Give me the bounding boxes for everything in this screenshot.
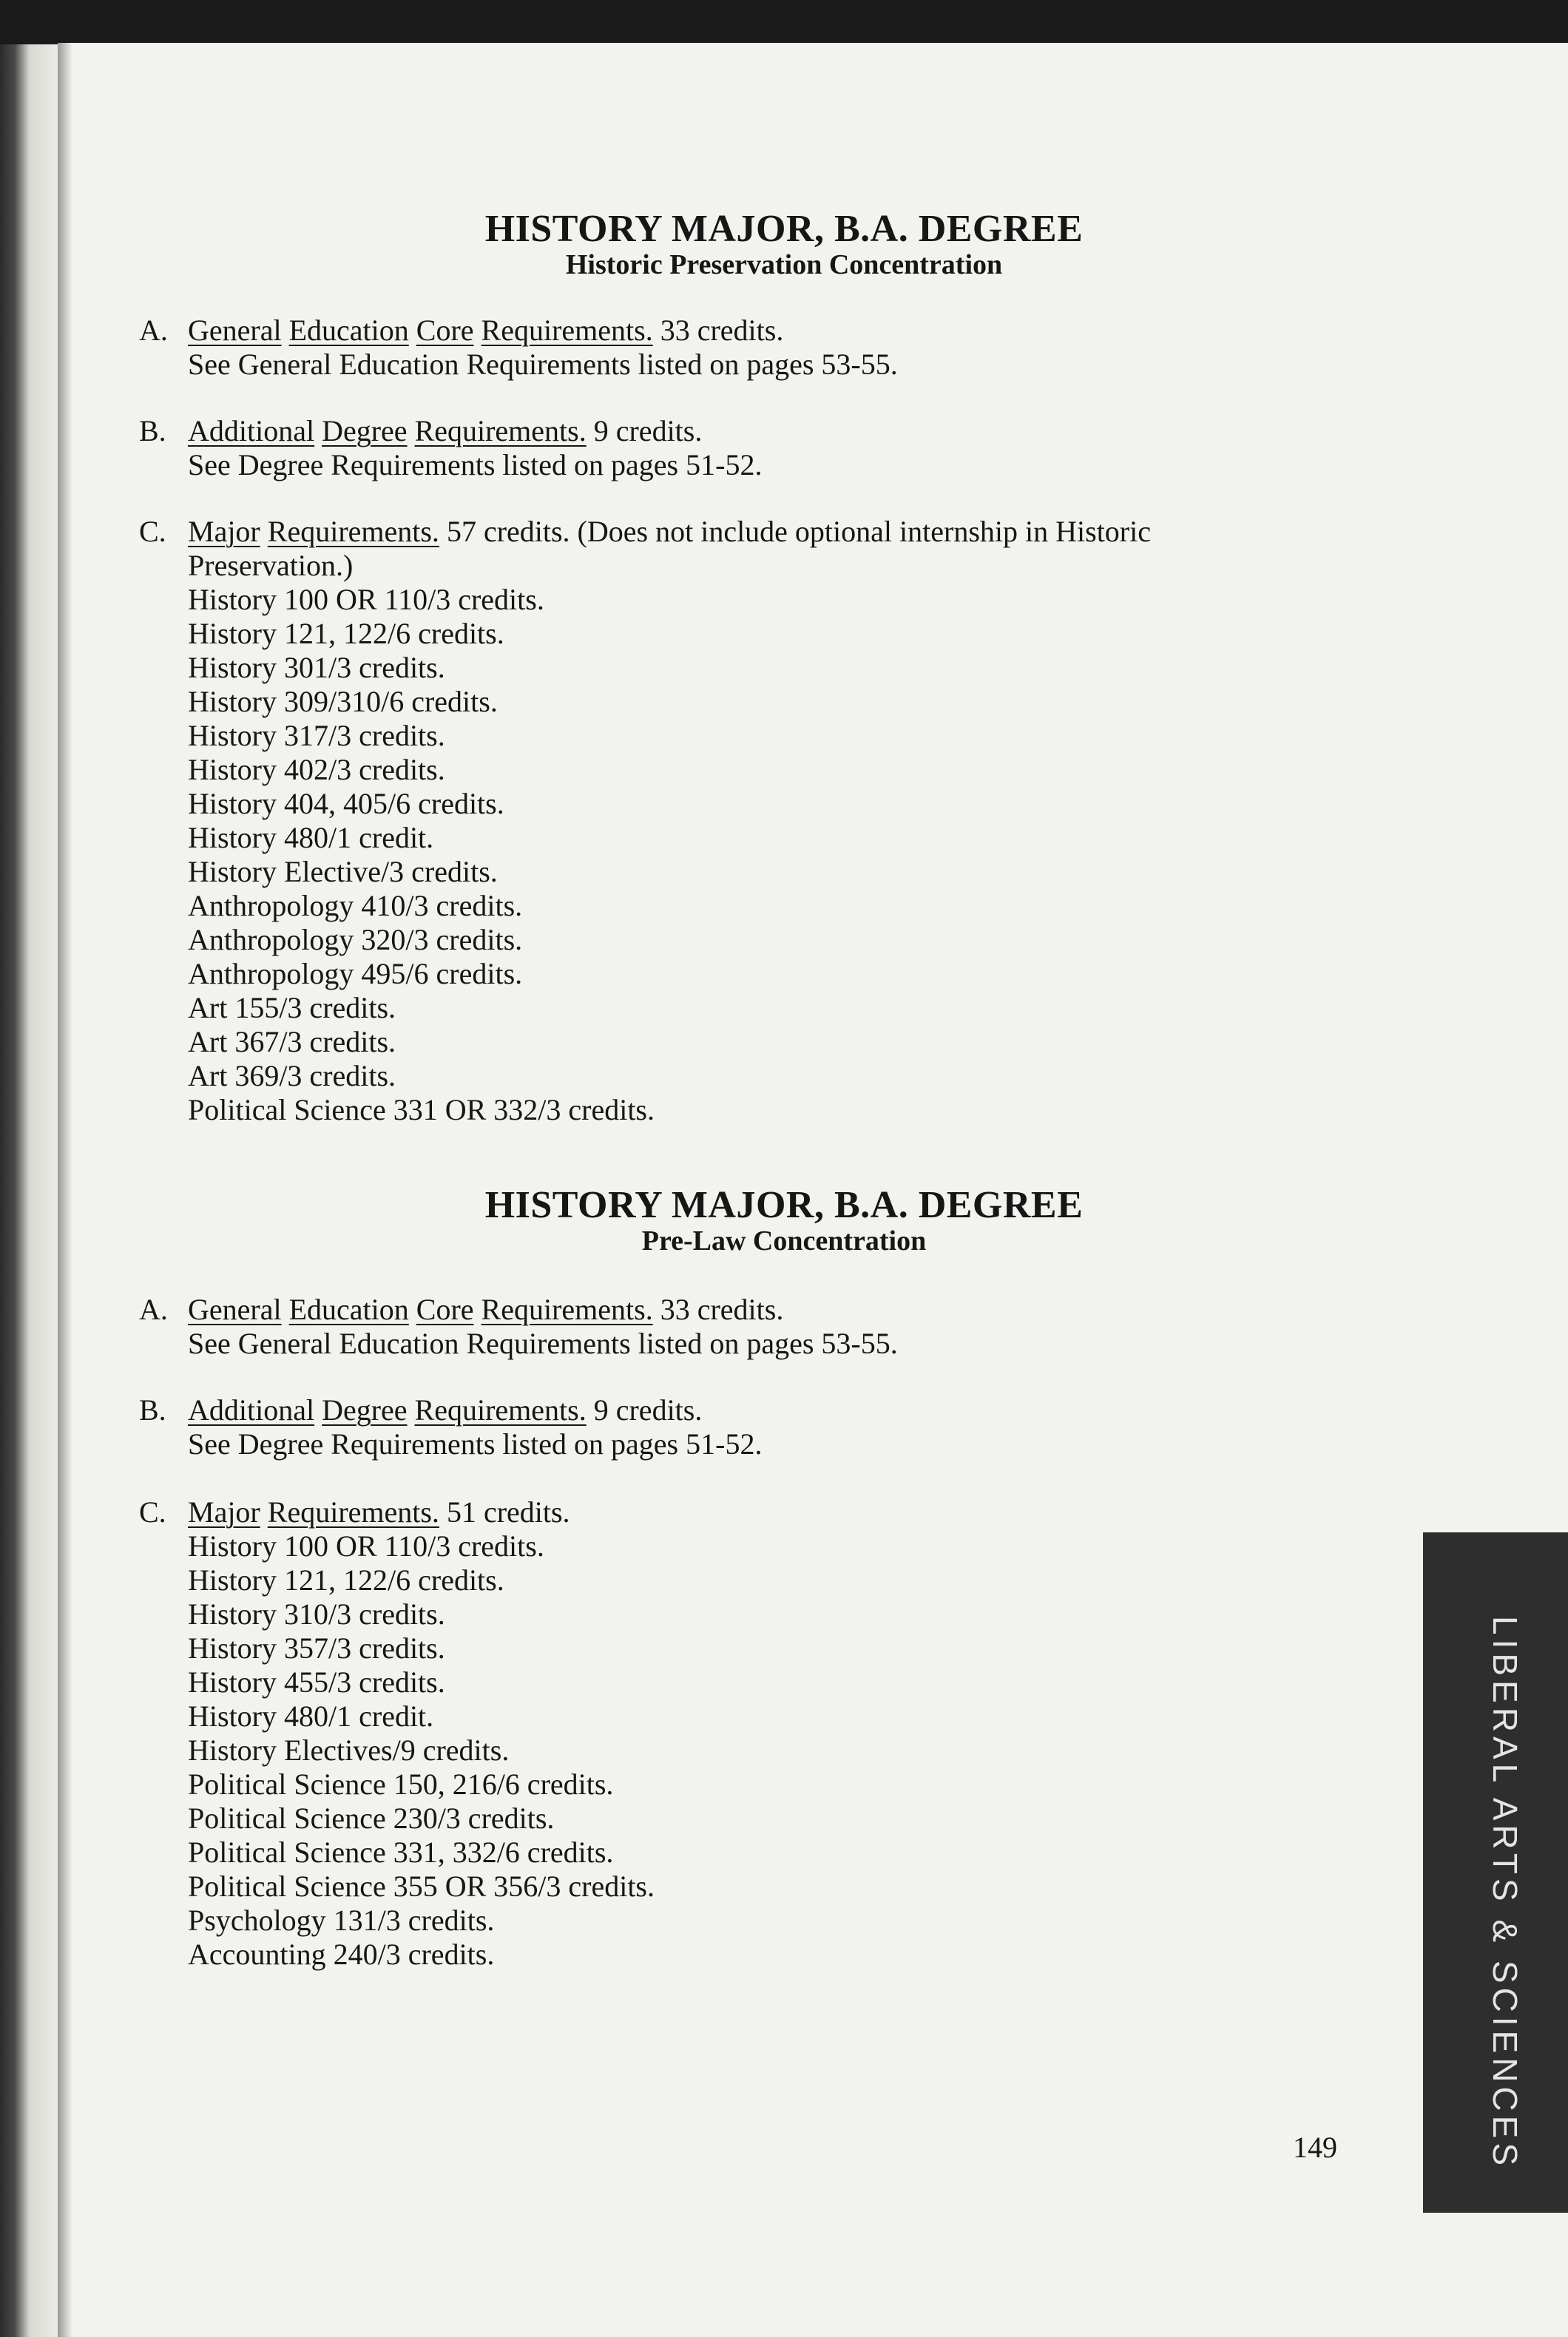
requirement-note: See Degree Requirements listed on pages 51-52.	[188, 448, 763, 481]
requirement-a	[139, 314, 1322, 382]
course-item: Political Science 150, 216/6 credits.	[188, 1768, 614, 1801]
requirement-note: See Degree Requirements listed on pages 51-52.	[188, 1427, 763, 1461]
course-item: Political Science 331 OR 332/3 credits.	[188, 1093, 655, 1126]
requirement-b	[139, 414, 1322, 482]
requirement-letter: A.	[139, 1293, 168, 1326]
course-item: Political Science 230/3 credits.	[188, 1802, 555, 1835]
requirement-note: Preservation.)	[188, 549, 354, 582]
section-title-historic-preservation: HISTORY MAJOR, B.A. DEGREE	[484, 208, 1084, 250]
section-title-pre-law: HISTORY MAJOR, B.A. DEGREE	[484, 1184, 1084, 1226]
course-list-pre-law	[188, 1529, 1297, 1972]
requirement-c	[139, 515, 1322, 583]
course-item: Political Science 355 OR 356/3 credits.	[188, 1870, 655, 1903]
side-tab-label: LIBERAL ARTS & SCIENCES	[1486, 1616, 1524, 2171]
course-list-historic-preservation	[188, 583, 1297, 1127]
course-item: History 301/3 credits.	[188, 651, 445, 684]
course-item: History 100 OR 110/3 credits.	[188, 1529, 544, 1563]
course-item: History 404, 405/6 credits.	[188, 787, 504, 820]
page-number: 149	[1293, 2131, 1337, 2164]
course-item: History 317/3 credits.	[188, 719, 445, 752]
requirement-heading: Additional Degree Requirements. 9 credits.	[188, 414, 703, 447]
course-item: History 480/1 credit.	[188, 821, 434, 854]
requirement-c	[139, 1495, 1322, 1529]
course-item: History 455/3 credits.	[188, 1665, 445, 1699]
requirement-note: See General Education Requirements listed on pages 53-55.	[188, 1327, 898, 1360]
course-item: Art 155/3 credits.	[188, 991, 396, 1024]
requirement-heading: General Education Core Requirements. 33 credits.	[188, 314, 784, 347]
requirement-note: See General Education Requirements listed on pages 53-55.	[188, 348, 898, 381]
course-item: History 357/3 credits.	[188, 1631, 445, 1665]
course-item: History 480/1 credit.	[188, 1700, 434, 1733]
course-item: History 402/3 credits.	[188, 753, 445, 786]
course-item: Anthropology 495/6 credits.	[188, 957, 523, 990]
course-item: History 100 OR 110/3 credits.	[188, 583, 544, 616]
requirement-b	[139, 1393, 1322, 1461]
requirement-heading: Additional Degree Requirements. 9 credits.	[188, 1393, 703, 1427]
course-item: History 309/310/6 credits.	[188, 685, 498, 718]
course-item: Accounting 240/3 credits.	[188, 1938, 495, 1971]
course-item: Psychology 131/3 credits.	[188, 1904, 495, 1937]
course-item: Anthropology 320/3 credits.	[188, 923, 523, 956]
course-item: History 121, 122/6 credits.	[188, 1563, 504, 1597]
course-item: History 310/3 credits.	[188, 1597, 445, 1631]
course-item: History 121, 122/6 credits.	[188, 617, 504, 650]
requirement-heading: General Education Core Requirements. 33 credits.	[188, 1293, 784, 1326]
requirement-letter: B.	[139, 414, 166, 447]
section-subtitle-historic-preservation: Historic Preservation Concentration	[565, 249, 1003, 280]
course-item: Art 369/3 credits.	[188, 1059, 396, 1092]
requirement-letter: B.	[139, 1393, 166, 1427]
course-item: Anthropology 410/3 credits.	[188, 889, 523, 922]
section-subtitle-pre-law: Pre-Law Concentration	[641, 1225, 927, 1257]
course-item: History Elective/3 credits.	[188, 855, 498, 888]
requirement-heading: Major Requirements. 57 credits. (Does not include optional internship in Historic	[188, 515, 1151, 548]
requirement-a	[139, 1293, 1322, 1361]
requirement-letter: A.	[139, 314, 168, 347]
course-item: History Electives/9 credits.	[188, 1734, 510, 1767]
course-item: Political Science 331, 332/6 credits.	[188, 1836, 614, 1869]
requirement-letter: C.	[139, 515, 166, 548]
requirement-letter: C.	[139, 1495, 166, 1529]
requirement-heading: Major Requirements. 51 credits.	[188, 1495, 570, 1529]
course-item: Art 367/3 credits.	[188, 1025, 396, 1058]
